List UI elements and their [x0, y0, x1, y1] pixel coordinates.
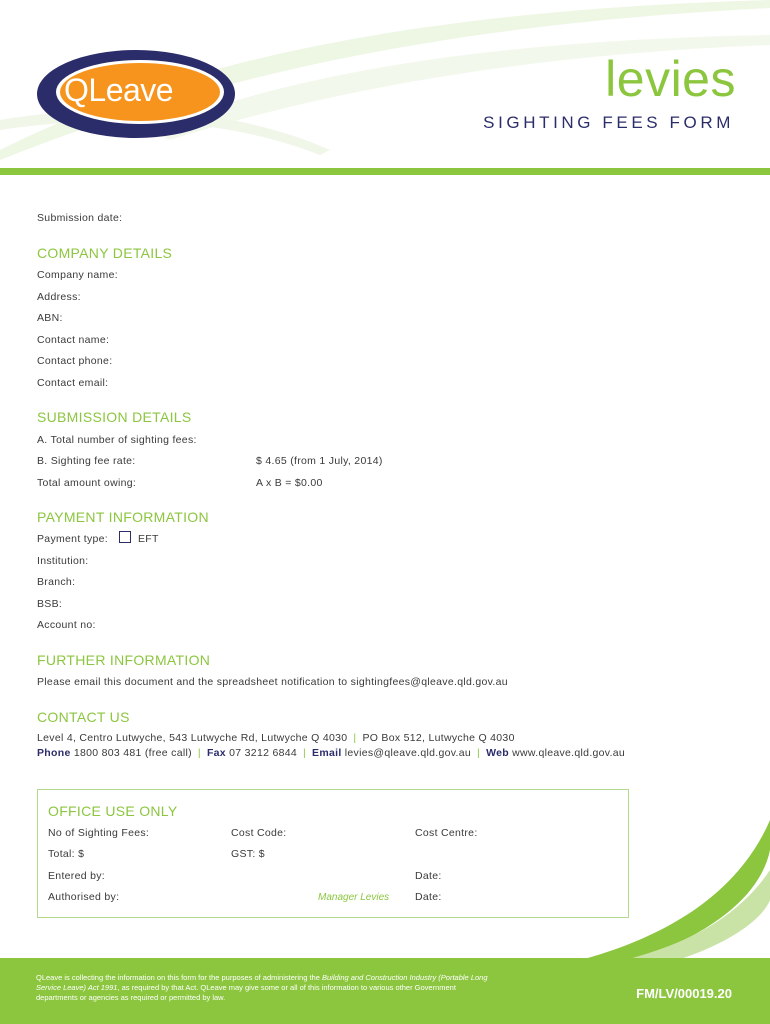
act-name: Building and Construction Industry (Portable Long Service Leave) Act 1991	[36, 973, 488, 992]
payment-type-label: Payment type:	[37, 533, 109, 545]
submission-details-heading: SUBMISSION DETAILS	[37, 409, 192, 425]
authorised-by-label: Authorised by:	[48, 891, 120, 903]
contact-phone-label: Contact phone:	[37, 355, 113, 367]
page-title: levies	[605, 51, 736, 107]
abn-label: ABN:	[37, 312, 63, 324]
separator: |	[353, 732, 357, 744]
logo-text: QLeave	[64, 72, 174, 108]
branch-label: Branch:	[37, 576, 76, 588]
contact-address-line	[37, 732, 515, 744]
header-divider-band	[0, 168, 770, 175]
cost-centre-label: Cost Centre:	[415, 827, 478, 839]
qleave-logo	[36, 48, 236, 140]
address-label: Address:	[37, 291, 81, 303]
entered-by-label: Entered by:	[48, 870, 105, 882]
phone-value: 1800 803 481 (free call)	[73, 747, 192, 759]
no-of-sighting-fees-label: No of Sighting Fees:	[48, 827, 150, 839]
gst-label: GST: $	[231, 848, 265, 860]
office-total-label: Total: $	[48, 848, 85, 860]
phone-label: Phone	[37, 747, 71, 759]
privacy-notice	[36, 973, 496, 1003]
entered-date-label: Date:	[415, 870, 442, 882]
contact-name-label: Contact name:	[37, 334, 110, 346]
bsb-label: BSB:	[37, 598, 63, 610]
privacy-text-part2: , as required by that Act. QLeave may give some or all of this information to various other Government departments or agencies as required or permitted by law.	[36, 983, 456, 1002]
sighting-fee-rate-label: B. Sighting fee rate:	[37, 455, 136, 467]
separator: |	[303, 747, 307, 759]
company-details-heading: COMPANY DETAILS	[37, 245, 173, 261]
submission-date-label: Submission date:	[37, 212, 123, 224]
fax-label: Fax	[206, 747, 226, 759]
company-name-label: Company name:	[37, 269, 118, 281]
eft-checkbox[interactable]	[119, 531, 131, 543]
office-use-heading: OFFICE USE ONLY	[48, 803, 178, 819]
web-label: Web	[486, 747, 509, 759]
contact-email-label: Contact email:	[37, 377, 109, 389]
authorised-date-label: Date:	[415, 891, 442, 903]
payment-information-heading: PAYMENT INFORMATION	[37, 509, 209, 525]
footer-swoosh-graphic	[0, 780, 770, 970]
contact-address: Level 4, Centro Lutwyche, 543 Lutwyche Rd, Lutwyche Q 4030	[37, 732, 348, 744]
page-subtitle: SIGHTING FEES FORM	[483, 113, 734, 132]
total-owing-label: Total amount owing:	[37, 477, 137, 489]
further-information-text: Please email this document and the spreadsheet notification to sightingfees@qleave.qld.gov.au	[37, 676, 508, 688]
separator: |	[197, 747, 201, 759]
contact-po-box: PO Box 512, Lutwyche Q 4030	[362, 732, 515, 744]
email-link[interactable]: levies@qleave.qld.gov.au	[344, 747, 472, 759]
account-number-label: Account no:	[37, 619, 96, 631]
web-link[interactable]: www.qleave.qld.gov.au	[512, 747, 626, 759]
cost-code-label: Cost Code:	[231, 827, 287, 839]
contact-details-line	[37, 747, 625, 759]
total-sighting-fees-label: A. Total number of sighting fees:	[37, 434, 197, 446]
form-code: FM/LV/00019.20	[636, 986, 732, 1001]
email-label: Email	[312, 747, 342, 759]
total-owing-value: A x B = $0.00	[256, 477, 323, 489]
contact-us-heading: CONTACT US	[37, 709, 130, 725]
institution-label: Institution:	[37, 555, 89, 567]
further-information-heading: FURTHER INFORMATION	[37, 652, 211, 668]
manager-levies-label: Manager Levies	[318, 892, 390, 903]
fax-value: 07 3212 6844	[229, 747, 298, 759]
eft-label: EFT	[138, 533, 159, 545]
separator: |	[477, 747, 481, 759]
sighting-fee-rate-value: $ 4.65 (from 1 July, 2014)	[256, 455, 383, 467]
privacy-text-part1: QLeave is collecting the information on this form for the purposes of administering the	[36, 973, 322, 982]
